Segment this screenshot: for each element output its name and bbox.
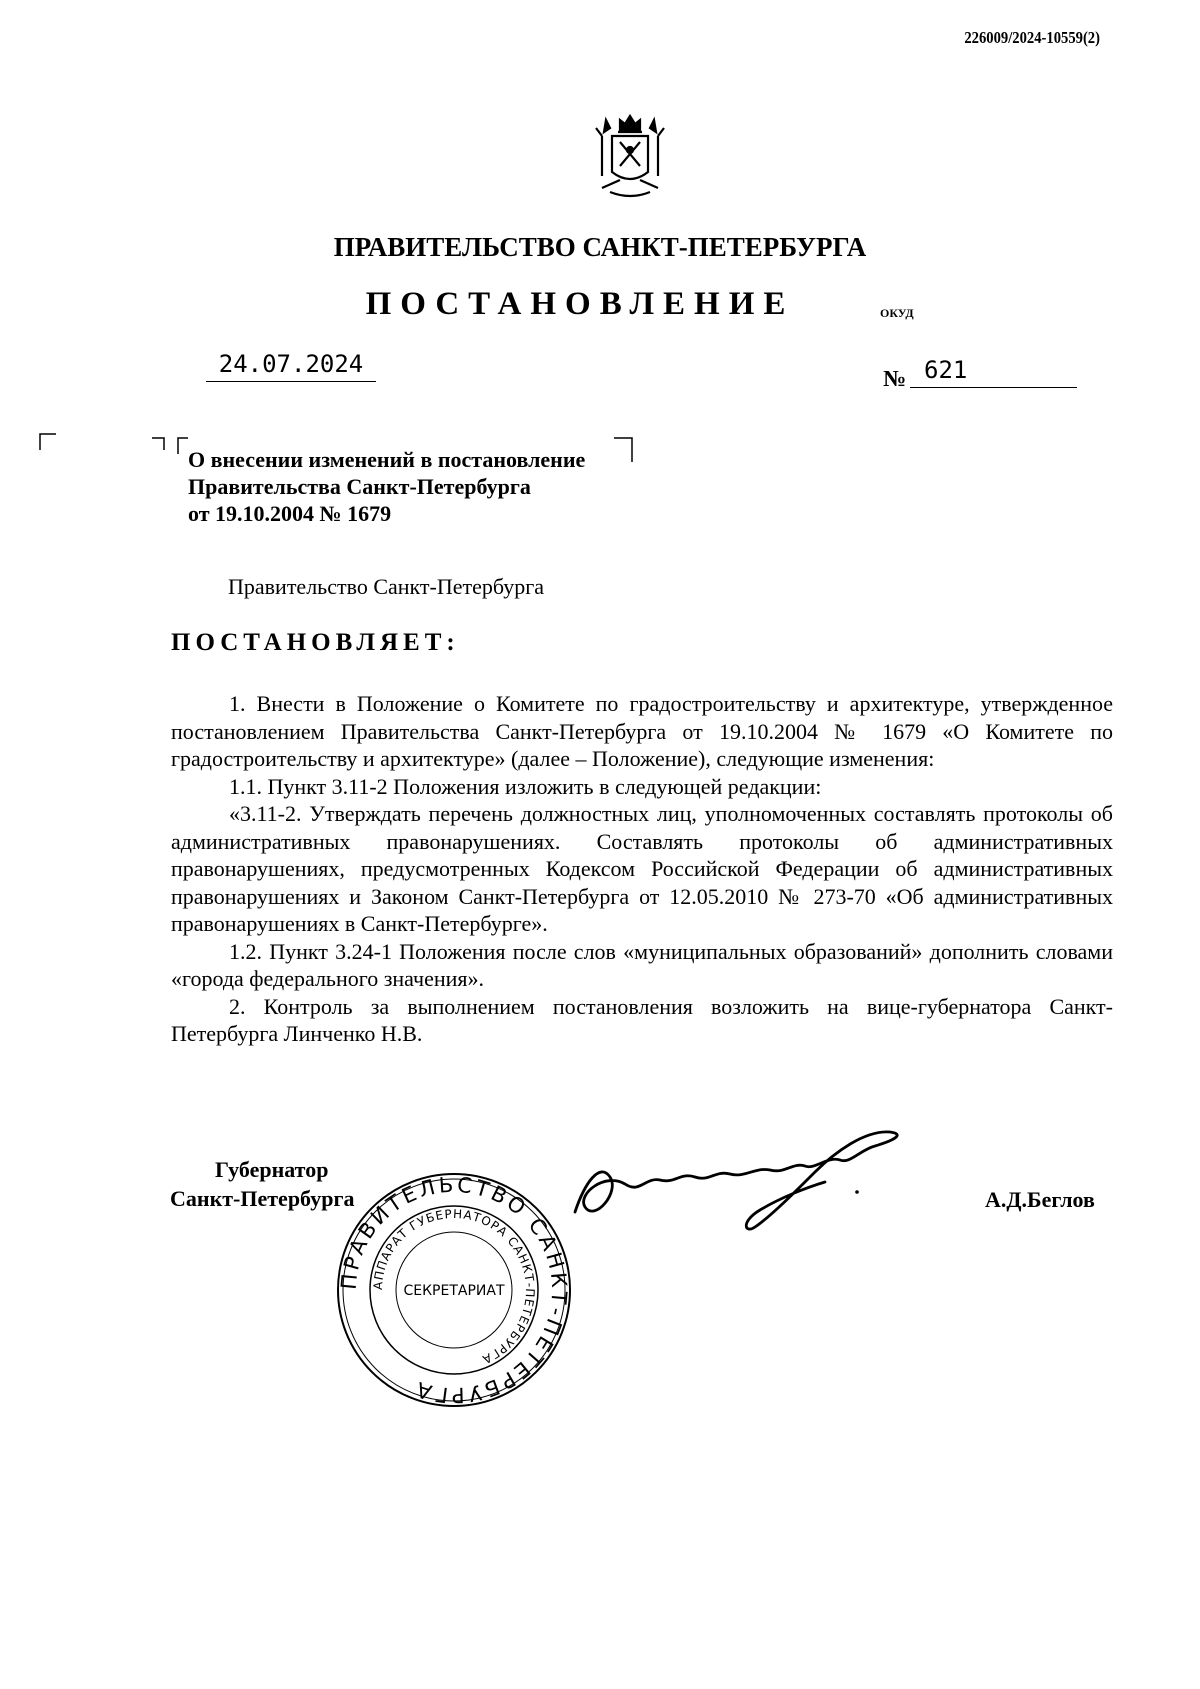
document-number: 621 xyxy=(910,356,1077,388)
intro-text: Правительство Санкт-Петербурга xyxy=(228,574,545,599)
issuer-title: ПРАВИТЕЛЬСТВО САНКТ-ПЕТЕРБУРГА xyxy=(333,232,867,262)
seal-outer-text: ПРАВИТЕЛЬСТВО САНКТ-ПЕТЕРБУРГА xyxy=(336,1172,572,1408)
signatory-title-line: Губернатор xyxy=(215,1157,329,1182)
signatory-title-line: Санкт-Петербурга xyxy=(170,1186,355,1211)
okud-label: ОКУД xyxy=(880,306,914,320)
subject-bracket-left-icon xyxy=(150,436,190,456)
signatory-title xyxy=(170,1155,354,1213)
document-body xyxy=(171,690,1113,1048)
registration-number: 226009/2024-10559(2) xyxy=(964,28,1100,47)
document-date: 24.07.2024 xyxy=(206,350,376,382)
corner-mark-icon xyxy=(38,432,58,452)
handwritten-signature xyxy=(565,1122,925,1237)
body-paragraph: «3.11-2. Утверждать перечень должностных лиц, уполномоченных составлять протоколы об административных правонарушениях. Составлять протоколы об административных правонарушениях, предусмотренных Кодексом Российской Федерации об административных правонарушениях и Законом Санкт-Петербурга от 12.05.2010 № 273-70 «Об административных правонарушениях в Санкт-Петербурге». xyxy=(171,801,1113,936)
subject-heading xyxy=(188,446,638,527)
decree-word: ПОСТАНОВЛЯЕТ: xyxy=(171,629,460,656)
signatory-name: А.Д.Беглов xyxy=(985,1187,1095,1212)
number-label: № xyxy=(883,366,907,391)
document-type-title: ПОСТАНОВЛЕНИЕ xyxy=(365,286,795,322)
body-paragraph: 2. Контроль за выполнением постановления возложить на вице-губернатора Санкт-Петербурга Линченко Н.В. xyxy=(171,993,1113,1046)
subject-line: от 19.10.2004 № 1679 xyxy=(188,501,392,526)
body-paragraph: 1.1. Пункт 3.11-2 Положения изложить в следующей редакции: xyxy=(229,773,822,799)
body-paragraph: 1.2. Пункт 3.24-1 Положения после слов «муниципальных образований» дополнить словами «города федерального значения». xyxy=(171,938,1113,991)
seal-inner-text: АППАРАТ ГУБЕРНАТОРА САНКТ-ПЕТЕРБУРГА xyxy=(370,1206,538,1367)
subject-line: О внесении изменений в постановление xyxy=(188,447,586,472)
official-seal xyxy=(334,1170,574,1410)
coat-of-arms-icon xyxy=(580,110,680,210)
subject-line: Правительства Санкт-Петербурга xyxy=(188,474,531,499)
body-paragraph: 1. Внести в Положение о Комитете по градостроительству и архитектуре, утвержденное постановлением Правительства Санкт-Петербурга от 19.10.2004 № 1679 «О Комитете по градостроительству и архитектуре» (далее – Положение), следующие изменения: xyxy=(171,691,1113,771)
seal-center-text: СЕКРЕТАРИАТ xyxy=(403,1283,505,1299)
